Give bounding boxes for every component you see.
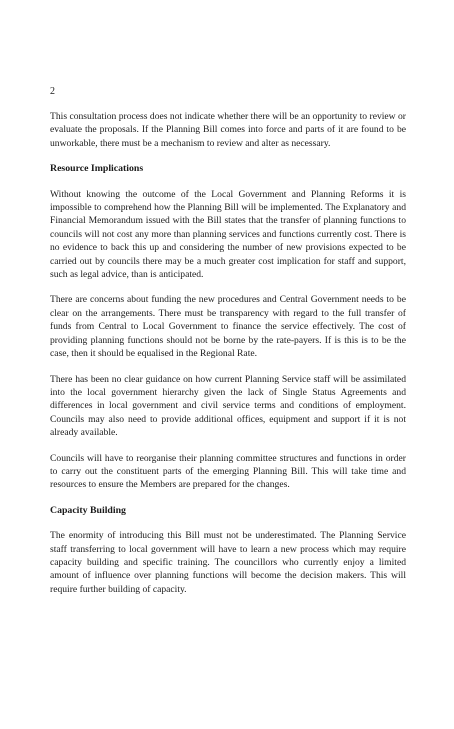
page-number: 2	[50, 86, 55, 97]
paragraph-resource-implications-3: There has been no clear guidance on how current Planning Service staff will be assimilated into the local government hierarchy given the lack of Single Status Agreements and differences in local government and civil service terms and conditions of employment. Councils may also need to provide additional offices, equipment and support if it is not already available.	[50, 373, 406, 439]
paragraph-resource-implications-1: Without knowing the outcome of the Local Government and Planning Reforms it is impossible to comprehend how the Planning Bill will be implemented. The Explanatory and Financial Memorandum issued with the Bill states that the transfer of planning functions to councils will not cost any more than planning services and functions currently cost. There is no evidence to back this up and considering the number of new provisions expected to be carried out by councils there may be a much greater cost implication for staff and support, such as legal advice, than is anticipated.	[50, 188, 406, 281]
paragraph-resource-implications-2: There are concerns about funding the new procedures and Central Government needs to be clear on the arrangements. There must be transparency with regard to the full transfer of funds from Central to Local Government to finance the service effectively. The cost of providing planning functions should not be borne by the rate-payers. If is this is to be the case, then it should be equalised in the Regional Rate.	[50, 294, 406, 360]
heading-capacity-building: Capacity Building	[50, 504, 126, 516]
paragraph-consultation-process: This consultation process does not indicate whether there will be an opportunity to review or evaluate the proposals. If the Planning Bill comes into force and parts of it are found to be unworkable, there must be a mechanism to review and alter as necessary.	[50, 111, 406, 149]
document-body	[50, 110, 406, 608]
paragraph-capacity-building: The enormity of introducing this Bill must not be underestimated. The Planning Service staff transferring to local government will have to learn a new process which may require capacity building and specific training. The councillors who currently enjoy a limited amount of influence over planning functions will become the decision makers. This will require further building of capacity.	[50, 530, 406, 595]
paragraph-resource-implications-4: Councils will have to reorganise their planning committee structures and functions in order to carry out the constituent parts of the emerging Planning Bill. This will take time and resources to ensure the Members are prepared for the changes.	[50, 452, 406, 491]
heading-resource-implications: Resource Implications	[50, 163, 144, 175]
